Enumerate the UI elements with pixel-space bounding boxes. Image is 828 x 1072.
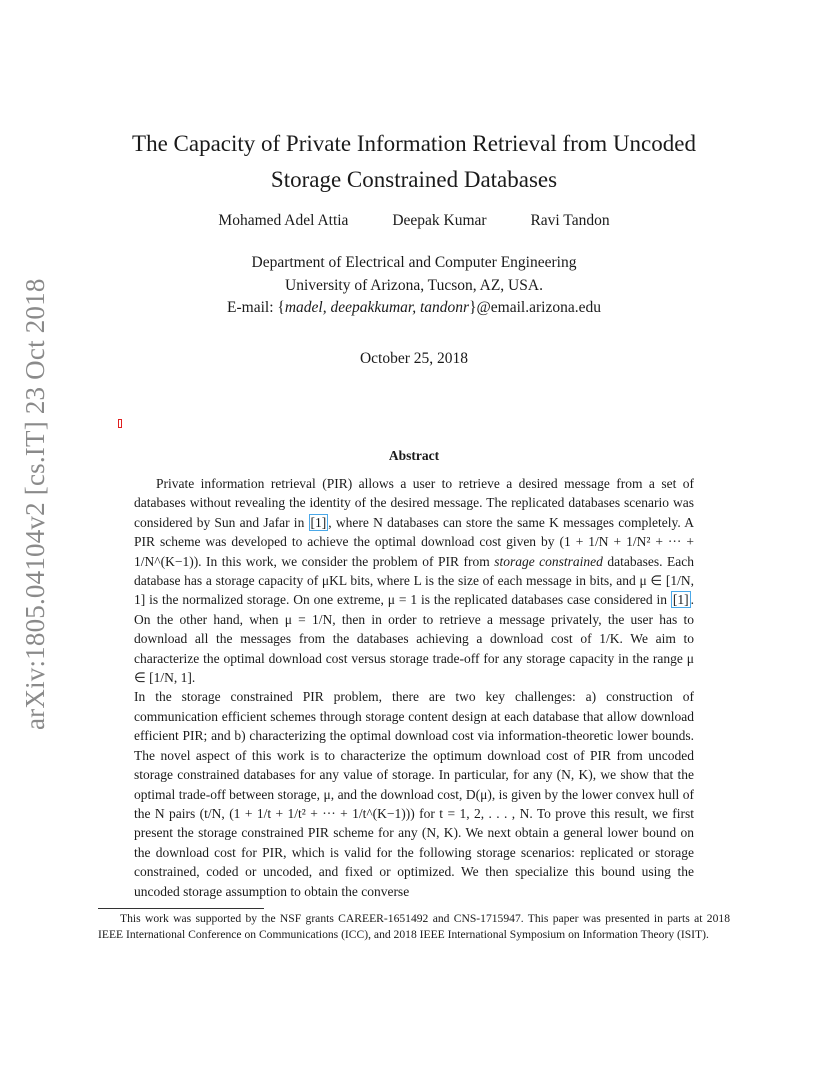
citation-link[interactable]: [1] bbox=[672, 592, 689, 608]
arxiv-stamp: arXiv:1805.04104v2 [cs.IT] 23 Oct 2018 bbox=[20, 278, 50, 730]
title-line-1: The Capacity of Private Information Retrieval from Uncoded bbox=[132, 131, 696, 156]
abstract-paragraph-2: In the storage constrained PIR problem, there are two key challenges: a) construction of communication efficient schemes through storage content design at each database that allow download efficient PIR; and b) characterizing the optimal download cost via information-theoretic lower bounds. The novel aspect of this work is to characterize the optimum download cost of PIR from uncoded storage constrained databases for any value of storage. In particular, for any (N, K), we show that the optimal trade-off between storage, μ, and the download cost, D(μ), is given by the lower convex hull of the N pairs (t/N, (1 + 1/t + 1/t² + ··· + 1/t^(K−1))) for t = 1, 2, . . . , N. To prove this result, we first present the storage constrained PIR scheme for any (N, K). We next obtain a general lower bound on the download cost for PIR, which is valid for the following storage scenarios: replicated or storage constrained, coded or uncoded, and fixed or optimized. We then specialize this bound using the uncoded storage assumption to obtain the converse bbox=[134, 689, 694, 899]
footnote-rule bbox=[98, 908, 264, 909]
affiliation bbox=[100, 252, 728, 320]
abstract-paragraph-1: Private information retrieval (PIR) allows a user to retrieve a desired message from a set of databases without revealing the identity of the desired message. The replicated databases scenario was considered by Sun and Jafar in [1] , where N databases can store the same K messages completely. A PIR scheme was developed to achieve the optimal download cost given by (1 + 1/N + 1/N² + ··· + 1/N^(K−1)). In this work, we consider the problem of PIR from storage constrained databases. Each database has a storage capacity of μKL bits, where L is the size of each message in bits, and μ ∈ [1/N, 1] is the normalized storage. On one extreme, μ = 1 is the replicated databases case considered in [1] . On the other hand, when μ = 1/N, then in order to retrieve a message privately, the user has to download all the messages from the databases achieving a download cost of 1/K. We aim to characterize the optimal download cost versus storage trade-off for any storage capacity in the range μ ∈ [1/N, 1]. bbox=[134, 476, 694, 686]
citation-link[interactable]: [1] bbox=[310, 514, 327, 530]
affiliation-univ: University of Arizona, Tucson, AZ, USA. bbox=[285, 276, 543, 294]
paper-title bbox=[100, 126, 728, 198]
affiliation-dept: Department of Electrical and Computer Engineering bbox=[251, 254, 577, 271]
author-1: Mohamed Adel Attia bbox=[218, 212, 349, 229]
author-3: Ravi Tandon bbox=[530, 212, 610, 229]
affiliation-email[interactable]: E-mail: {madel, deepakkumar, tandonr}@email.arizona.edu bbox=[227, 299, 601, 316]
abstract-heading: Abstract bbox=[388, 448, 440, 463]
footnote: This work was supported by the NSF grants CAREER-1651492 and CNS-1715947. This paper was presented in parts at 2018 IEEE International Conference on Communications (ICC), and 2018 IEEE International Symposium on Information Theory (ISIT). bbox=[98, 912, 730, 942]
author-list bbox=[100, 212, 728, 230]
link-marker bbox=[118, 419, 122, 428]
abstract-body bbox=[134, 474, 694, 901]
title-line-2: Storage Constrained Databases bbox=[270, 167, 558, 192]
author-2: Deepak Kumar bbox=[392, 212, 487, 229]
paper-date: October 25, 2018 bbox=[359, 350, 469, 367]
